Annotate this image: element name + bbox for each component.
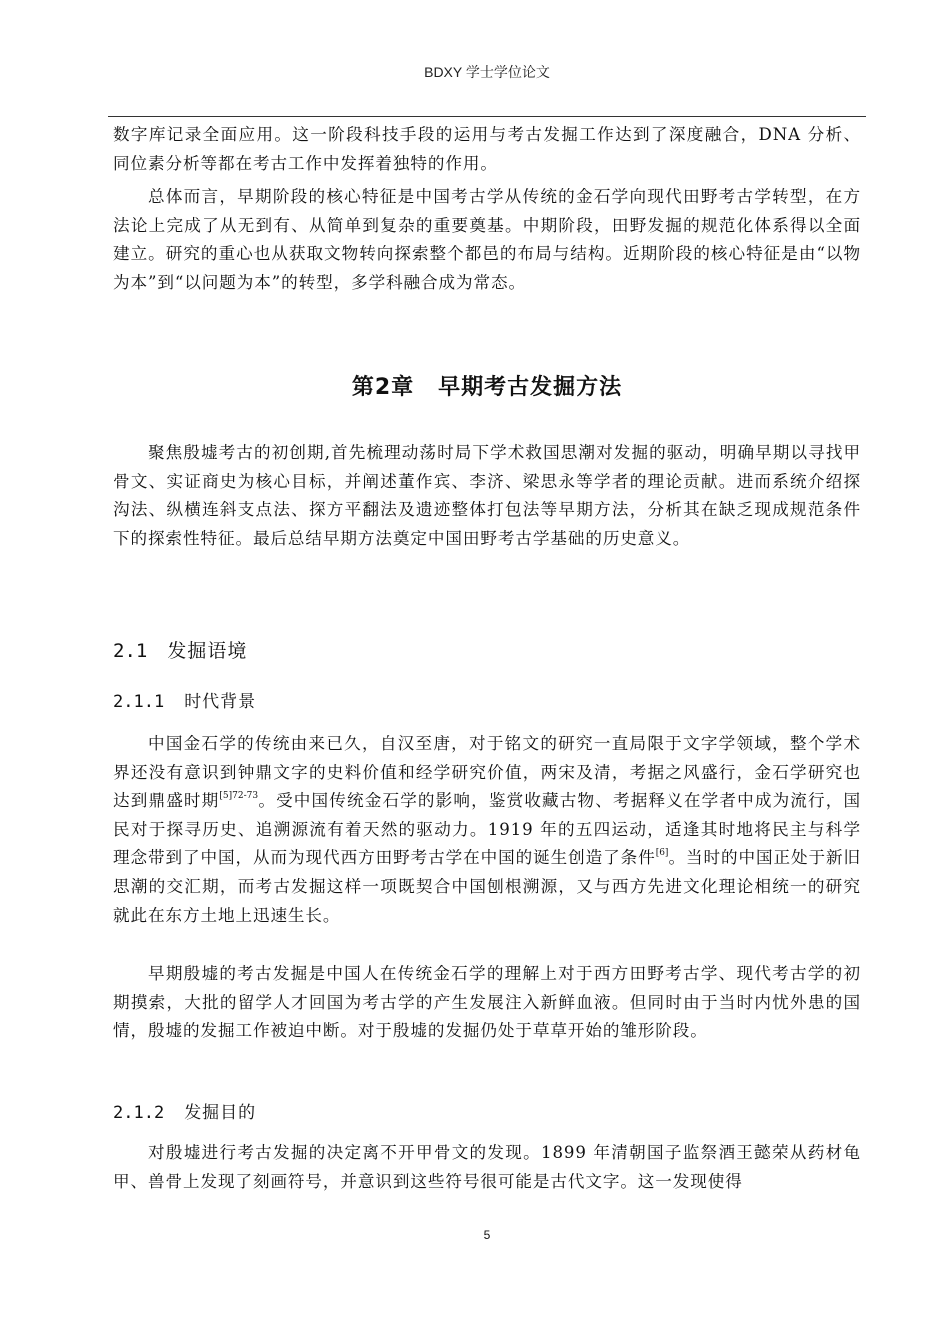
subsection-heading-2-1-2 [113,1100,256,1126]
background-paragraph-1 [113,730,861,930]
background-text-b: 。受中国传统金石学的影响，鉴赏收藏古物、考据释义在学者中成为流行，国民对于探寻历史、追溯源流有着天然的驱动力。1919 年的五四运动，适逢其时地将民主与科学理念带到了中国，从而为现代西方田野考古学在中国的诞生创造了条件 [113,791,861,868]
header-divider [108,116,866,117]
section-number: 2.1 [113,640,148,662]
purpose-paragraph: 对殷墟进行考古发掘的决定离不开甲骨文的发现。1899 年清朝国子监祭酒王懿荣从药材龟甲、兽骨上发现了刻画符号，并意识到这些符号很可能是古代文字。这一发现使得 [113,1143,861,1191]
citation-6: [6] [655,848,669,859]
background-text-c: 。当时的中国正处于新旧思潮的交汇期，而考古发掘这样一项既契合中国刨根溯源，又与西方先进文化理论相统一的研究就此在东方土地上迅速生长。 [113,848,861,925]
chapter-intro-paragraph: 聚焦殷墟考古的初创期,首先梳理动荡时局下学术救国思潮对发掘的驱动，明确早期以寻找甲骨文、实证商史为核心目标，并阐述董作宾、李济、梁思永等学者的理论贡献。进而系统介绍探沟法、纵横连斜支点法、探方平翻法及遗迹整体打包法等早期方法，分析其在缺乏现成规范条件下的探索性特征。最后总结早期方法奠定中国田野考古学基础的历史意义。 [113,443,861,548]
chapter-number: 第2章 [351,375,415,400]
page-number: 5 [483,1228,491,1242]
chapter-title: 早期考古发掘方法 [438,375,623,400]
background-text-a: 中国金石学的传统由来已久，自汉至唐，对于铭文的研究一直局限于文字学领域，整个学术界还没有意识到钟鼎文字的史料价值和经学研究价值，两宋及清，考据之风盛行，金石学研究也达到鼎盛时期 [113,734,861,811]
subsection-number: 2.1.1 [113,692,165,712]
summary-paragraph: 总体而言，早期阶段的核心特征是中国考古学从传统的金石学向现代田野考古学转型，在方法论上完成了从无到有、从简单到复杂的重要奠基。中期阶段，田野发掘的规范化体系得以全面建立。研究的重心也从获取文物转向探索整个都邑的布局与结构。近期阶段的核心特征是由“以物为本”到“以问题为本”的转型，多学科融合成为常态。 [113,187,861,292]
running-header: BDXY 学士学位论文 [424,64,550,80]
citation-5: [5]72-73 [219,791,259,802]
background-paragraph-2: 早期殷墟的考古发掘是中国人在传统金石学的理解上对于西方田野考古学、现代考古学的初期摸索，大批的留学人才回国为考古学的产生发展注入新鲜血液。但同时由于当时内忧外患的国情，殷墟的发掘工作被迫中断。对于殷墟的发掘仍处于草草开始的雏形阶段。 [113,964,861,1041]
subsection-title: 时代背景 [184,692,257,712]
subsection-heading-2-1-1 [113,689,256,715]
subsection-number: 2.1.2 [113,1103,165,1123]
chapter-heading [108,372,866,404]
continuation-paragraph: 数字库记录全面应用。这一阶段科技手段的运用与考古发掘工作达到了深度融合，DNA 分析、同位素分析等都在考古工作中发挥着独特的作用。 [113,125,861,173]
subsection-title: 发掘目的 [184,1103,257,1123]
section-title: 发掘语境 [167,640,248,662]
section-heading-2-1 [113,637,247,665]
